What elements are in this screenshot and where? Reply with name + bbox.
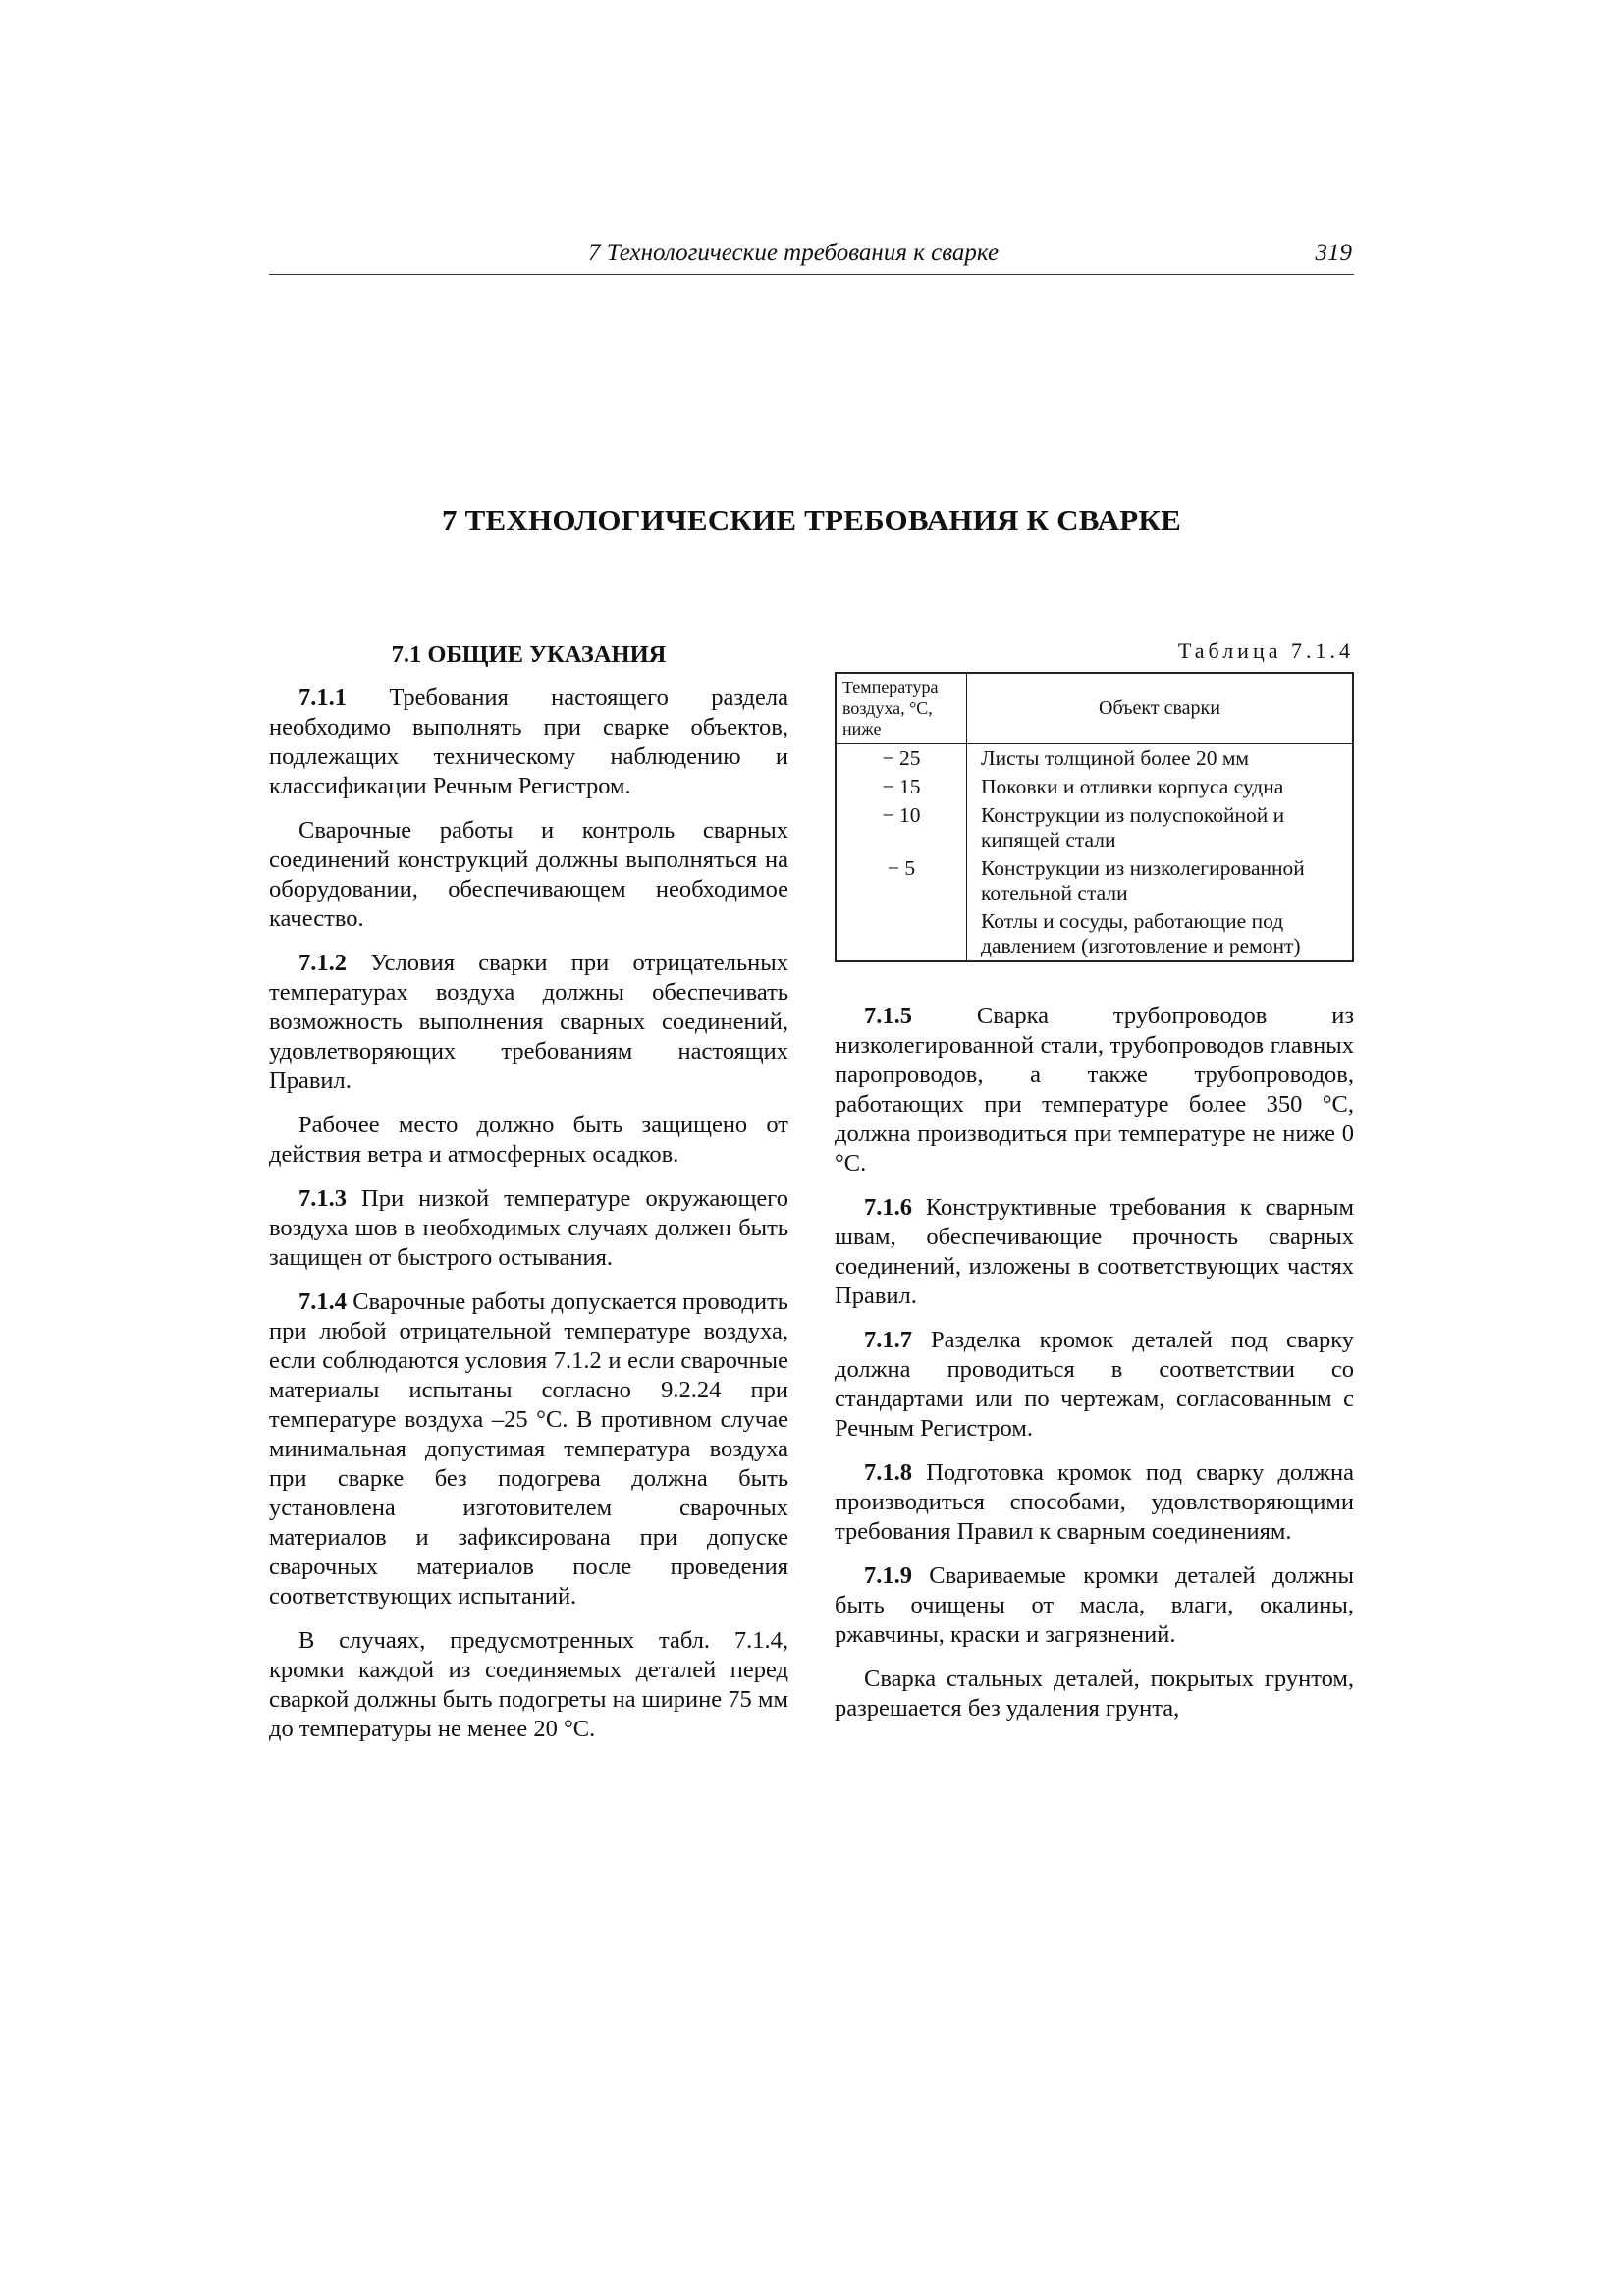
table-cell-temperature xyxy=(836,907,967,961)
clause-number: 7.1.7 xyxy=(864,1327,912,1353)
table-row xyxy=(836,773,1353,801)
clause-number: 7.1.4 xyxy=(298,1288,347,1315)
table-cell-temperature: − 25 xyxy=(836,744,967,774)
paragraph xyxy=(269,683,788,801)
table-cell-object: Конструкции из низколегированной котельной стали xyxy=(981,856,1305,904)
paragraph-text: Рабочее место должно быть защищено от действия ветра и атмосферных осадков. xyxy=(269,1112,788,1168)
paragraph-text: Условия сварки при отрицательных температурах воздуха должны обеспечивать возможность выполнения сварных соединений, удовлетворяющих требованиям настоящих Правил. xyxy=(269,950,788,1094)
paragraph xyxy=(835,1561,1354,1650)
table-cell-object: Конструкции из полуспокойной и кипящей стали xyxy=(981,803,1285,851)
paragraph xyxy=(269,1626,788,1744)
paragraph-text: Сварка трубопроводов из низколегированной стали, трубопроводов главных паропроводов, а также трубопроводов, работающих при температуре более 350 °С, должна производиться при температуре не ниже 0 °С. xyxy=(835,1003,1354,1176)
section-title: 7.1 ОБЩИЕ УКАЗАНИЯ xyxy=(391,641,667,668)
clause-number: 7.1.3 xyxy=(298,1185,347,1212)
table-cell-object: Поковки и отливки корпуса судна xyxy=(981,775,1284,798)
paragraph-text: При низкой температуре окружающего воздуха шов в необходимых случаях должен быть защищен от быстрого остывания. xyxy=(269,1185,788,1271)
table-cell-object: Листы толщиной более 20 мм xyxy=(981,746,1250,770)
table-cell-temperature: − 10 xyxy=(836,801,967,854)
paragraph xyxy=(269,1111,788,1170)
paragraph-text: Сварка стальных деталей, покрытых грунтом, разрешается без удаления грунта, xyxy=(835,1666,1354,1722)
table-row xyxy=(836,854,1353,907)
paragraph-text: Требования настоящего раздела необходимо выполнять при сварке объектов, подлежащих техническому наблюдению и классификации Речным Регистром. xyxy=(269,684,788,799)
paragraph xyxy=(835,1458,1354,1547)
paragraph xyxy=(835,1326,1354,1444)
paragraph xyxy=(835,1193,1354,1311)
paragraph-text: Подготовка кромок под сварку должна производиться способами, удовлетворяющими требования Правил к сварным соединениям. xyxy=(835,1459,1354,1545)
clause-number: 7.1.9 xyxy=(864,1562,912,1589)
table-cell-object: Котлы и сосуды, работающие под давлением (изготовление и ремонт) xyxy=(981,909,1301,957)
paragraph xyxy=(269,1287,788,1612)
table-header-object: Объект сварки xyxy=(967,673,1354,744)
table-cell-temperature: − 5 xyxy=(836,854,967,907)
paragraph xyxy=(269,1184,788,1273)
paragraph xyxy=(269,816,788,934)
right-paragraphs xyxy=(835,1002,1354,1723)
left-paragraphs xyxy=(269,683,788,1744)
paragraph xyxy=(835,1665,1354,1723)
clause-number: 7.1.8 xyxy=(864,1459,912,1486)
paragraph-text: Свариваемые кромки деталей должны быть очищены от масла, влаги, окалины, ржавчины, краски и загрязнений. xyxy=(835,1562,1354,1648)
paragraph xyxy=(269,949,788,1096)
table-row xyxy=(836,801,1353,854)
temperature-table xyxy=(835,672,1354,962)
right-column xyxy=(835,636,1354,1738)
paragraph-text: Конструктивные требования к сварным швам, обеспечивающие прочность сварных соединений, изложены в соответствующих частях Правил. xyxy=(835,1194,1354,1309)
clause-number: 7.1.5 xyxy=(864,1003,912,1029)
left-column xyxy=(269,636,788,1759)
paragraph-text: Разделка кромок деталей под сварку должна проводиться в соответствии со стандартами или по чертежам, согласованным с Речным Регистром. xyxy=(835,1327,1355,1442)
running-header-title: 7 Технологические требования к сварке xyxy=(588,240,1000,266)
paragraph-text: Сварочные работы допускается проводить при любой отрицательной температуре воздуха, если соблюдаются условия 7.1.2 и если сварочные материалы испытаны согласно 9.2.24 при температуре воздуха –25 °С. В противном случае минимальная допустимая температура воздуха при сварке без подогрева должна быть установлена изготовителем сварочных материалов и зафиксирована при допуске сварочных материалов после проведения соответствующих испытаний. xyxy=(269,1288,788,1610)
page-number: 319 xyxy=(1315,240,1352,266)
paragraph xyxy=(835,1002,1354,1178)
table-header-row xyxy=(836,673,1353,744)
paragraph-text: В случаях, предусмотренных табл. 7.1.4, кромки каждой из соединяемых деталей перед сваркой должны быть подогреты на ширине 75 мм до температуры не менее 20 °С. xyxy=(269,1627,788,1742)
chapter-title: 7 ТЕХНОЛОГИЧЕСКИЕ ТРЕБОВАНИЯ К СВАРКЕ xyxy=(442,503,1181,537)
clause-number: 7.1.6 xyxy=(864,1194,912,1221)
clause-number: 7.1.1 xyxy=(298,684,347,711)
table-cell-temperature: − 15 xyxy=(836,773,967,801)
table-row xyxy=(836,744,1353,774)
clause-number: 7.1.2 xyxy=(298,950,347,976)
running-header xyxy=(269,239,1354,275)
table-caption: Таблица 7.1.4 xyxy=(1177,638,1354,663)
table-row xyxy=(836,907,1353,961)
table-body xyxy=(836,744,1353,962)
paragraph-text: Сварочные работы и контроль сварных соединений конструкций должны выполняться на оборудовании, обеспечивающем необходимое качество. xyxy=(269,817,788,932)
table-header-temperature: Температура воздуха, °С, ниже xyxy=(836,673,967,744)
